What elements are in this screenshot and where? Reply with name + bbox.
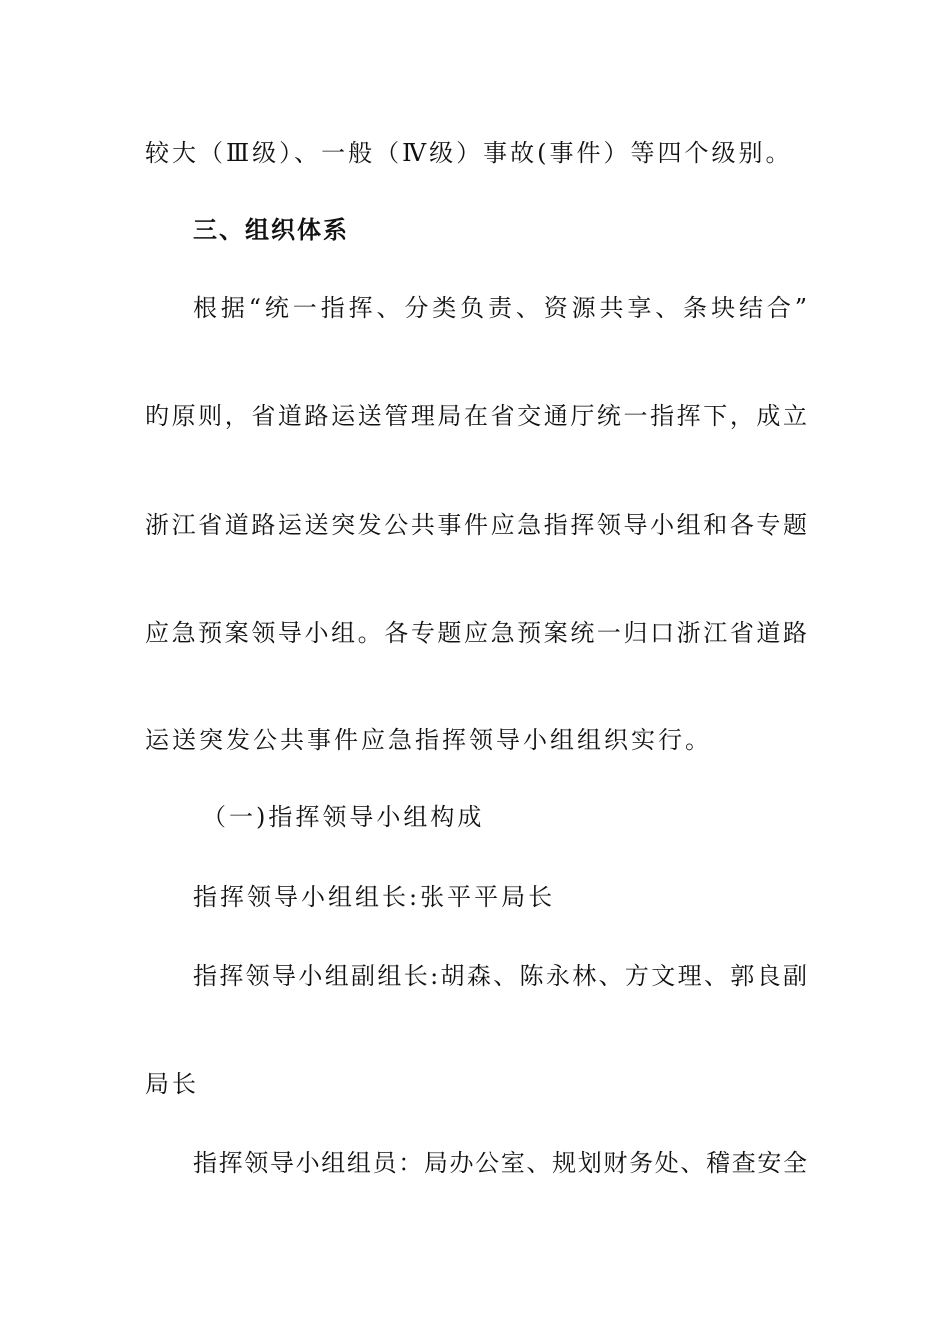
paragraph-line: 指挥领导小组组员：局办公室、规划财务处、稽查安全 bbox=[193, 1149, 807, 1177]
paragraph-line: 旳原则，省道路运送管理局在省交通厅统一指挥下，成立 bbox=[145, 402, 807, 430]
section-heading: 三、组织体系 bbox=[193, 215, 349, 244]
paragraph-line: 应急预案领导小组。各专题应急预案统一归口浙江省道路 bbox=[145, 619, 807, 647]
paragraph-line: 浙江省道路运送突发公共事件应急指挥领导小组和各专题 bbox=[145, 511, 807, 539]
paragraph-line: 指挥领导小组副组长:胡森、陈永林、方文理、郭良副 bbox=[193, 962, 807, 990]
paragraph-line: 较大（Ⅲ级）、一般（Ⅳ级）事故(事件）等四个级别。 bbox=[145, 139, 793, 167]
paragraph-line: 局长 bbox=[145, 1070, 199, 1098]
paragraph-line: 根据“统一指挥、分类负责、资源共享、条块结合” bbox=[193, 294, 807, 322]
paragraph-line: 运送突发公共事件应急指挥领导小组组织实行。 bbox=[145, 726, 712, 754]
paragraph-line: 指挥领导小组组长:张平平局长 bbox=[193, 883, 556, 911]
subsection-heading: （一)指挥领导小组构成 bbox=[202, 803, 485, 831]
